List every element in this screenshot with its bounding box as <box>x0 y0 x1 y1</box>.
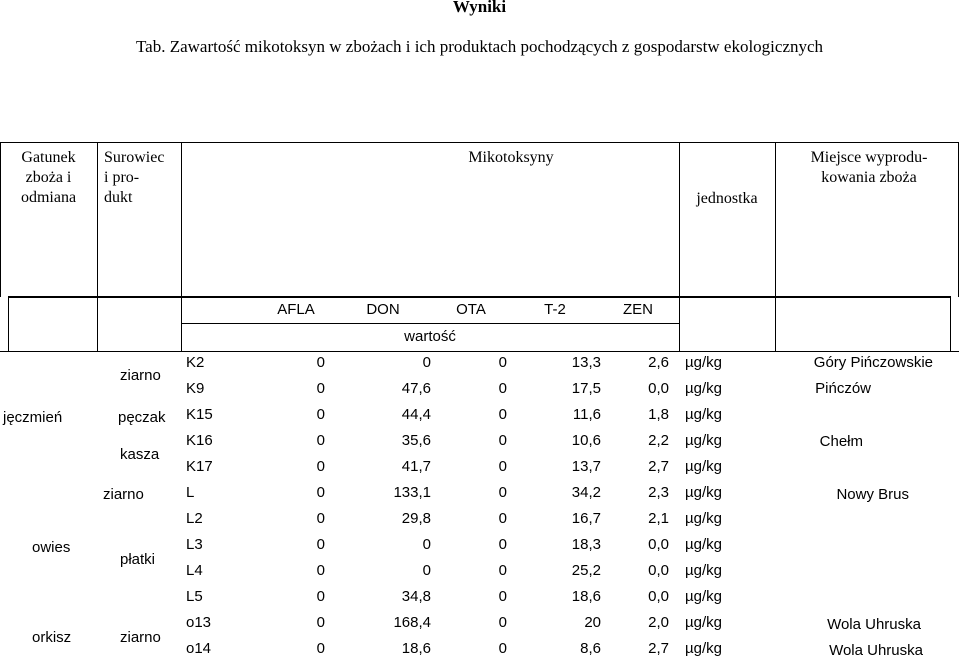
header-toxin: ZEN <box>623 301 653 318</box>
place-label: Góry Pińczowskie <box>813 354 933 371</box>
cell-ota: 0 <box>498 536 507 553</box>
cell-afla: 0 <box>316 354 325 371</box>
material-grain: ziarno <box>103 486 144 503</box>
cell-t2: 13,3 <box>571 354 601 371</box>
cell-don: 41,7 <box>401 458 431 475</box>
cell-unit: µg/kg <box>685 484 722 501</box>
cell-afla: 0 <box>316 510 325 527</box>
header-unit: jednostka <box>696 190 758 207</box>
place-label: Chełm <box>819 433 863 450</box>
grid-line <box>0 142 959 143</box>
cell-afla: 0 <box>316 484 325 501</box>
cell-don: 34,8 <box>401 588 431 605</box>
cell-code: K15 <box>186 406 213 423</box>
cell-zen: 0,0 <box>648 562 669 579</box>
cell-code: L2 <box>186 510 203 527</box>
header-place <box>779 148 959 188</box>
cell-ota: 0 <box>498 640 507 657</box>
place-label: Pińczów <box>815 380 871 397</box>
cell-t2: 8,6 <box>580 640 601 657</box>
material-flakes: płatki <box>120 551 156 568</box>
place-label: Nowy Brus <box>836 486 909 503</box>
cell-code: L5 <box>186 588 203 605</box>
header-grain-line: odmiana <box>20 189 77 206</box>
cell-code: L <box>186 484 195 501</box>
cell-afla: 0 <box>316 614 325 631</box>
cell-t2: 34,2 <box>571 484 601 501</box>
cell-zen: 1,8 <box>648 406 669 423</box>
cell-zen: 2,6 <box>648 354 669 371</box>
cell-t2: 13,7 <box>571 458 601 475</box>
header-material <box>104 148 184 208</box>
header-grain-line: zboża i <box>25 169 72 186</box>
cell-zen: 2,3 <box>648 484 669 501</box>
cell-zen: 0,0 <box>648 536 669 553</box>
cell-code: o14 <box>186 640 212 657</box>
header-material-line: i pro- <box>104 169 140 186</box>
header-place-line: kowania zboża <box>821 169 917 186</box>
place-label: Wola Uhruska <box>827 616 921 633</box>
cell-don: 47,6 <box>401 380 431 397</box>
table-caption: Tab. Zawartość mikotoksyn w zbożach i ich produktach pochodzących z gospodarstw ekologicznych <box>135 37 824 56</box>
cell-don: 168,4 <box>393 614 431 631</box>
cell-afla: 0 <box>316 562 325 579</box>
grain-oats: owies <box>32 539 71 556</box>
cell-don: 18,6 <box>401 640 431 657</box>
cell-unit: µg/kg <box>685 406 722 423</box>
header-toxin: DON <box>366 301 400 318</box>
cell-code: K16 <box>186 432 213 449</box>
grid-line <box>0 351 959 352</box>
page-heading: Wyniki <box>452 0 507 16</box>
cell-unit: µg/kg <box>685 380 722 397</box>
cell-t2: 20 <box>584 614 601 631</box>
cell-afla: 0 <box>316 406 325 423</box>
cell-zen: 2,7 <box>648 640 669 657</box>
header-grain-line: Gatunek <box>21 149 76 166</box>
cell-afla: 0 <box>316 458 325 475</box>
cell-zen: 2,1 <box>648 510 669 527</box>
cell-code: K17 <box>186 458 213 475</box>
cell-zen: 0,0 <box>648 380 669 397</box>
grid-line <box>97 142 98 297</box>
cell-zen: 2,7 <box>648 458 669 475</box>
cell-unit: µg/kg <box>685 432 722 449</box>
grain-barley: jęczmień <box>3 409 63 426</box>
grid-line <box>950 296 951 352</box>
header-place-line: Miejsce wyprodu- <box>810 149 928 166</box>
cell-code: L3 <box>186 536 203 553</box>
grid-line <box>97 296 98 352</box>
cell-afla: 0 <box>316 432 325 449</box>
cell-don: 0 <box>422 562 431 579</box>
cell-unit: µg/kg <box>685 510 722 527</box>
material-groats: kasza <box>120 446 160 463</box>
cell-t2: 16,7 <box>571 510 601 527</box>
cell-t2: 10,6 <box>571 432 601 449</box>
material-grain: ziarno <box>120 629 161 646</box>
cell-ota: 0 <box>498 510 507 527</box>
cell-code: K2 <box>186 354 205 371</box>
place-label: Wola Uhruska <box>829 642 923 659</box>
header-toxin: AFLA <box>277 301 315 318</box>
cell-zen: 2,2 <box>648 432 669 449</box>
cell-t2: 25,2 <box>571 562 601 579</box>
cell-ota: 0 <box>498 562 507 579</box>
grid-line <box>181 323 679 324</box>
cell-don: 0 <box>422 354 431 371</box>
cell-ota: 0 <box>498 458 507 475</box>
header-material-line: Surowiec <box>104 149 165 166</box>
cell-unit: µg/kg <box>685 640 722 657</box>
cell-t2: 11,6 <box>572 406 601 423</box>
material-groats-pearl: pęczak <box>118 409 166 426</box>
cell-don: 133,1 <box>393 484 431 501</box>
header-toxin: T-2 <box>544 301 566 318</box>
grid-line <box>679 296 680 352</box>
cell-unit: µg/kg <box>685 458 722 475</box>
cell-unit: µg/kg <box>685 588 722 605</box>
cell-don: 44,4 <box>401 406 431 423</box>
cell-t2: 17,5 <box>571 380 601 397</box>
grid-line <box>775 296 776 352</box>
grid-line <box>8 296 951 298</box>
grain-spelt: orkisz <box>32 629 72 646</box>
cell-code: o13 <box>186 614 212 631</box>
cell-ota: 0 <box>498 614 507 631</box>
cell-ota: 0 <box>498 432 507 449</box>
header-grain <box>0 148 97 208</box>
header-value: wartość <box>404 328 456 345</box>
cell-unit: µg/kg <box>685 614 722 631</box>
cell-code: L4 <box>186 562 203 579</box>
cell-afla: 0 <box>316 640 325 657</box>
cell-unit: µg/kg <box>685 354 722 371</box>
cell-code: K9 <box>186 380 205 397</box>
cell-ota: 0 <box>498 484 507 501</box>
grid-line <box>8 296 9 352</box>
cell-t2: 18,6 <box>571 588 601 605</box>
cell-zen: 0,0 <box>648 588 669 605</box>
cell-afla: 0 <box>316 536 325 553</box>
cell-ota: 0 <box>498 380 507 397</box>
header-mycotoxins: Mikotoksyny <box>468 149 554 166</box>
cell-t2: 18,3 <box>571 536 601 553</box>
material-grain: ziarno <box>120 367 161 384</box>
header-toxin: OTA <box>456 301 486 318</box>
cell-don: 29,8 <box>401 510 431 527</box>
cell-zen: 2,0 <box>648 614 669 631</box>
cell-unit: µg/kg <box>685 562 722 579</box>
cell-unit: µg/kg <box>685 536 722 553</box>
cell-ota: 0 <box>498 406 507 423</box>
cell-don: 0 <box>422 536 431 553</box>
cell-afla: 0 <box>316 588 325 605</box>
header-material-line: dukt <box>104 189 133 206</box>
cell-ota: 0 <box>498 354 507 371</box>
cell-ota: 0 <box>498 588 507 605</box>
cell-afla: 0 <box>316 380 325 397</box>
cell-don: 35,6 <box>401 432 431 449</box>
